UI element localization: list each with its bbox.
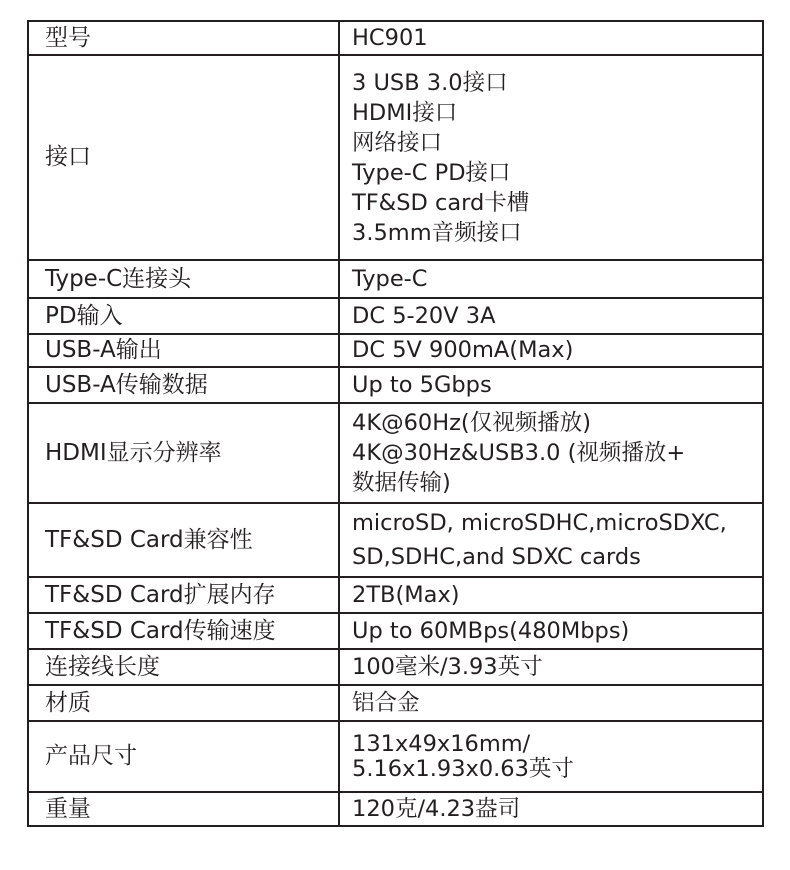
- table-row: [28, 649, 763, 685]
- table-row: [28, 21, 763, 55]
- table-row: [28, 298, 763, 334]
- table-row: [28, 792, 763, 826]
- value-line: 3.5mm音频接口: [352, 219, 522, 246]
- row-label: TF&SD Card兼容性: [28, 503, 339, 577]
- row-label: 材质: [28, 685, 339, 721]
- row-label: USB-A传输数据: [28, 367, 339, 403]
- value-line: 5.16x1.93x0.63英寸: [352, 755, 574, 782]
- value-line: 131x49x16mm/: [352, 730, 531, 757]
- value-line: 网络接口: [352, 129, 443, 156]
- value-line: HDMI接口: [352, 99, 458, 126]
- table-row: [28, 334, 763, 367]
- value-line: 铝合金: [352, 689, 420, 716]
- value-line: Up to 60MBps(480Mbps): [352, 617, 630, 644]
- row-label: USB-A输出: [28, 334, 339, 367]
- table-row: [28, 503, 763, 577]
- row-label: HDMI显示分辨率: [28, 403, 339, 503]
- value-line: 2TB(Max): [352, 581, 460, 608]
- row-label: TF&SD Card传输速度: [28, 613, 339, 649]
- table-row: [28, 55, 763, 260]
- value-line: Up to 5Gbps: [352, 371, 492, 398]
- row-value: [339, 334, 763, 367]
- row-value: [339, 298, 763, 334]
- table-row: [28, 577, 763, 613]
- row-label: 接口: [28, 55, 339, 260]
- row-value: [339, 503, 763, 577]
- row-label: PD输入: [28, 298, 339, 334]
- value-line: TF&SD card卡槽: [352, 189, 530, 216]
- table-row: [28, 260, 763, 298]
- value-line: 4K@30Hz&USB3.0 (视频播放+: [352, 440, 686, 466]
- value-line: 数据传输): [352, 470, 451, 496]
- value-line: Type-C PD接口: [352, 159, 511, 186]
- row-value: [339, 721, 763, 792]
- table-row: [28, 721, 763, 792]
- value-line: 3 USB 3.0接口: [352, 69, 508, 96]
- row-value: [339, 613, 763, 649]
- row-value: [339, 21, 763, 55]
- row-label: 产品尺寸: [28, 721, 339, 792]
- row-label: 重量: [28, 792, 339, 826]
- row-label: 型号: [28, 21, 339, 55]
- row-value: [339, 55, 763, 260]
- row-value: [339, 403, 763, 503]
- row-label: 连接线长度: [28, 649, 339, 685]
- table-row: [28, 367, 763, 403]
- value-line: HC901: [352, 24, 428, 51]
- value-line: 4K@60Hz(仅视频播放): [352, 410, 591, 436]
- row-value: [339, 685, 763, 721]
- spec-table: [27, 20, 764, 827]
- value-line: 100毫米/3.93英寸: [352, 653, 543, 680]
- row-label: Type-C连接头: [28, 260, 339, 298]
- value-line: Type-C: [352, 265, 428, 292]
- table-row: [28, 403, 763, 503]
- value-line: SD,SDHC,and SDXC cards: [352, 544, 641, 570]
- row-value: [339, 577, 763, 613]
- value-line: DC 5-20V 3A: [352, 302, 496, 329]
- value-line: DC 5V 900mA(Max): [352, 337, 574, 363]
- row-value: [339, 367, 763, 403]
- row-value: [339, 792, 763, 826]
- table-row: [28, 685, 763, 721]
- value-line: 120克/4.23盎司: [352, 795, 521, 822]
- value-line: microSD, microSDHC,microSDXC,: [352, 510, 727, 536]
- table-row: [28, 613, 763, 649]
- row-value: [339, 260, 763, 298]
- row-label: TF&SD Card扩展内存: [28, 577, 339, 613]
- row-value: [339, 649, 763, 685]
